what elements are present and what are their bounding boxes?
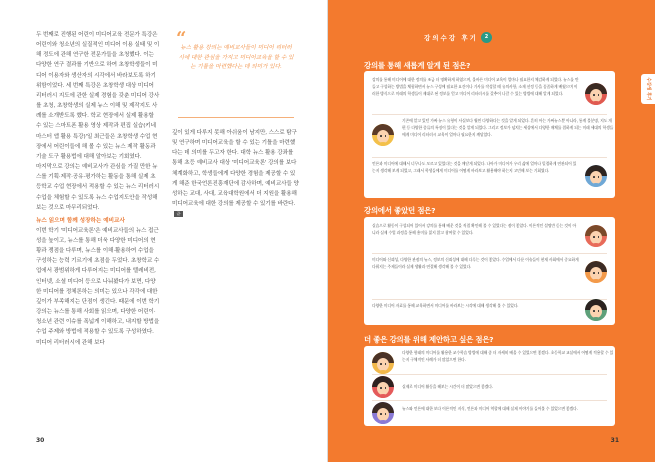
body-text [36, 30, 160, 213]
answer-row [364, 350, 615, 374]
student-avatar [585, 225, 607, 247]
card-divider [372, 114, 607, 115]
page-number: 30 [36, 437, 45, 444]
answer-text: 실습으로 활동이 구성되어 있어서 강의를 통해 배운 것을 직접 확인해 볼 수 있었다는 점이 좋았다. 이론적인 설명만 듣는 것이 아니라 실제 수업 과정을 통해 흥미를 잃지 않고 참여할 수 있었다. [372, 223, 577, 235]
avatar-eye [593, 94, 595, 96]
avatar-body [588, 183, 604, 187]
avatar-eye [385, 135, 387, 137]
paragraph: 깊이 있게 다루지 못해 아쉬움이 남지만, 스스로 탐구 및 연구하며 미디어교육을 할 수 있는 기틀을 마련했다는 데 의미를 두고자 한다. 대학 뉴스 활용 강좌를 통해 초등 예비교사 대상 '미디어교육론' 강의를 보다 체계화하고, 학생들에게 다양한 경험을 제공할 수 있게 해준 한국언론진흥재단에 감사하며, 예비교사들 양성하는 교대, 사대, 교육대학원에서 더 지원을 활용해 미디어교육에 대한 강의를 제공할 수 있기를 바란다. [172, 130, 299, 208]
student-avatar [372, 376, 394, 398]
question-heading: 더 좋은 강의를 위해 제안하고 싶은 점은? [364, 335, 494, 344]
avatar-body [588, 279, 604, 283]
page-title [424, 30, 492, 45]
student-avatar [585, 165, 607, 187]
paragraph: 이번 학기 '미디어교육론'은 예비교사들의 뉴스 접근성을 높이고, 뉴스를 통해 더욱 다양한 미디어의 현황과 쟁점을 다루며, 뉴스를 이해·활용하여 수업을 구성하는 능력 기르기에 초점을 두었다. 초창학교 수업에서 광범위하게 다루어지는 미디어를 텔레비전, 인터넷, 소셜 미디어 등으로 나눠봤다가 보면, 다양한 미디어를 정체론하는 의미는 있으나 각각에 대한 깊이가 부족해지는 단점이 생긴다. 때문에 이번 학기 강의는 뉴스를 통해 사회를 읽으며, 다양한 어린이·청소년 관련 이슈를 폭넓게 이해하고, 내지할 방법을 수업 주제와 방법에 적용할 수 있도록 구성하였다. 미디어 리터러시에 관해 보다 [36, 227, 160, 346]
section-heading: 뉴스 읽으며 함께 성장하는 예비교사 [36, 217, 125, 224]
avatar-eye [385, 387, 387, 389]
side-tab [641, 74, 655, 104]
answer-row [364, 376, 615, 398]
answer-text: 언론과 미디어에 대해서 너무나도 모르고 있었다는 것을 깨닫게 되었다. 나아가 미디어가 우리 삶에 얼마나 밀접하게 연관되어 있는지 생각해 보게 되었고, 그래서 학생들에게 미디어를 어떻게 바라보고 활용해야 하는지 고민해 보는 기회였다. [372, 161, 577, 173]
avatar-eye [593, 176, 595, 178]
answer-row [364, 77, 615, 105]
avatar-eye [593, 310, 595, 312]
avatar-eye [593, 236, 595, 238]
avatar-body [588, 243, 604, 247]
student-avatar [372, 124, 394, 146]
avatar-body [588, 317, 604, 321]
card-divider [372, 400, 607, 401]
avatar-eye [385, 363, 387, 365]
pull-quote [172, 30, 300, 118]
page-number: 31 [610, 437, 619, 444]
avatar-eye [593, 272, 595, 274]
answer-text: 미디어와 신뢰성, 다양한 관점의 뉴스, 정보의 신뢰성에 대해 다루는 것이 좋았다. 수업에서 다룬 이슈들이 현재 사회에서 중요하게 다뤄지는 주제들이라 실제 생활과 연결해 생각해 볼 수 있었다. [372, 257, 579, 269]
left-column [36, 30, 160, 348]
avatar-eye [380, 413, 382, 415]
right-page [328, 0, 655, 462]
avatar-eye [380, 363, 382, 365]
avatar-eye [598, 272, 600, 274]
question-heading: 강의에서 좋았던 점은? [364, 206, 436, 215]
avatar-eye [380, 135, 382, 137]
answer-text: 기존에 알고 있던 가짜 뉴스 유형이 사실보다 훨씬 다양하다는 것을 알게 되었다. 흔히 아는 가짜뉴스뿐 아니라, 통계 불분명, 지도 개편 등 다양한 종류의 특징이 있다는 것을 알게 되었다. 그리고 정보가 넘치는 세상에서 다양한 매체를 접하게 되는 미래 세대의 학생들에게 미디어 리터러시 교육이 얼마나 필요한지 깨달았다. [402, 118, 614, 137]
card-divider [372, 299, 607, 300]
answer-text: 실제로 미디어 활동을 해보는 시간이 더 많았으면 좋겠다. [402, 384, 493, 389]
end-mark: 끝 [174, 211, 183, 217]
body-text [172, 128, 300, 219]
student-avatar [585, 261, 607, 283]
left-page [0, 0, 327, 462]
answer-row [364, 223, 615, 247]
question-heading: 강의를 통해 새롭게 알게 된 점은? [364, 61, 471, 70]
avatar-body [375, 420, 391, 424]
answer-card [364, 346, 615, 426]
answer-row [364, 303, 615, 321]
title-badge: 2 [481, 32, 492, 43]
student-avatar [372, 402, 394, 424]
answer-text: 강의를 통해 미디어에 대한 정의를 조금 더 명확하게 하였으며, 올바른 미디어 교육이 얼마나 필요한지 체감하게 되었다. 뉴스를 만들고 구성하는 방법을 체험하면서 뉴스 구성에 필요한 요건이나 기사를 작성할 때 유의사항, 소재 선정 등을 꼼꼼하게 배웠으며 이러한 방식으로 미래의 학생들이 제대로 된 정보를 얻고 미디어 리터러시를 갖추어 나갈 수 있는 방법에 대해 알게 되었다. [372, 77, 579, 96]
answer-row [364, 257, 615, 283]
answer-card [364, 217, 615, 325]
avatar-body [375, 394, 391, 398]
avatar-eye [598, 236, 600, 238]
student-avatar [585, 299, 607, 321]
answer-card [364, 71, 615, 198]
avatar-body [588, 101, 604, 105]
avatar-eye [385, 413, 387, 415]
avatar-eye [598, 94, 600, 96]
card-divider [372, 253, 607, 254]
side-tab-label: 수강생 후기 [645, 77, 651, 101]
answer-text: 다양한 형태의 미디어를 활용한 교수학습 방법에 대해 좀 더 자세히 배울 수 있었으면 좋겠다. 초등학교 교실에서 어떻게 적용할 수 있는지 구체적인 사례가 더 많았으면 한다. [402, 350, 614, 362]
quote-divider [178, 117, 294, 118]
avatar-eye [598, 310, 600, 312]
quote-mark-icon: “ [176, 28, 187, 49]
paragraph: 두 번째로 진행된 어린이 미디어교육 전문가 특강은 어린이와 청소년의 실질적인 미디어 이용 실태 및 이해 정도에 관해 연구한 전문가들을 초청했다. 이는 다양한 연구 결과를 기반으로 하여 초창학생들이 미디어 이용자와 생산자의 시각에서 바라보도록 하기 위함이었다. 세 번째 특강은 초창학생 대상 미디어 리터러시 지도에 관한 실제 경험을 갖춘 미디어 강사를 초청, 초창학생의 실제 뉴스 이해 및 제작지도 사례를 소개받도록 했다. 학교 현장에서 실제 활용할 수 있는 스마트폰 활용 영상 제작과 편집 실습(키네마스터 앱 활용 특강)'일 최근들은 초창학생 수업 현장에서 어린이들에 해 볼 수 있는 뉴스 제작 활동과 기술 도구 활용법에 대해 알아보는 기회였다. [36, 32, 160, 160]
avatar-body [375, 142, 391, 146]
card-divider [372, 374, 607, 375]
student-avatar [585, 83, 607, 105]
answer-row [364, 161, 615, 187]
avatar-eye [598, 176, 600, 178]
avatar-eye [380, 387, 382, 389]
pull-quote-text: 뉴스 활용 강의는 예비교사들이 미디어 리터러시에 대한 관심을 가지고 미디어교육을 할 수 있는 기틀을 마련했다는 데 의미가 있다. [178, 45, 294, 71]
paragraph: 마지막으로 강의는 예비교사가 관심을 가질 만한 뉴스를 기획·제작·공유·평가하는 활동을 통해 실제 초등학교 수업 현장에서 적용할 수 있는 뉴스 리터러시 수업을 체험할 수 있도록 뉴스 수업지도안을 작성해 보는 것으로 마무리되었다. [36, 164, 160, 211]
right-column [172, 30, 300, 219]
page-title-text: 강의수강 후기 [424, 34, 478, 42]
student-avatar [372, 352, 394, 374]
answer-row [364, 402, 615, 424]
answer-text: 다양한 미디어 자료를 통해 교육하면서 미디어를 바라보는 시각에 대해 생각해 볼 수 있었다. [372, 303, 519, 308]
answer-text: 뉴스와 언론에 대한 보다 이론적인 지식, 언론과 미디어 역할에 대해 실제 이야기를 들어볼 수 있었으면 좋겠다. [402, 406, 578, 411]
answer-row [364, 118, 615, 146]
card-divider [372, 157, 607, 158]
